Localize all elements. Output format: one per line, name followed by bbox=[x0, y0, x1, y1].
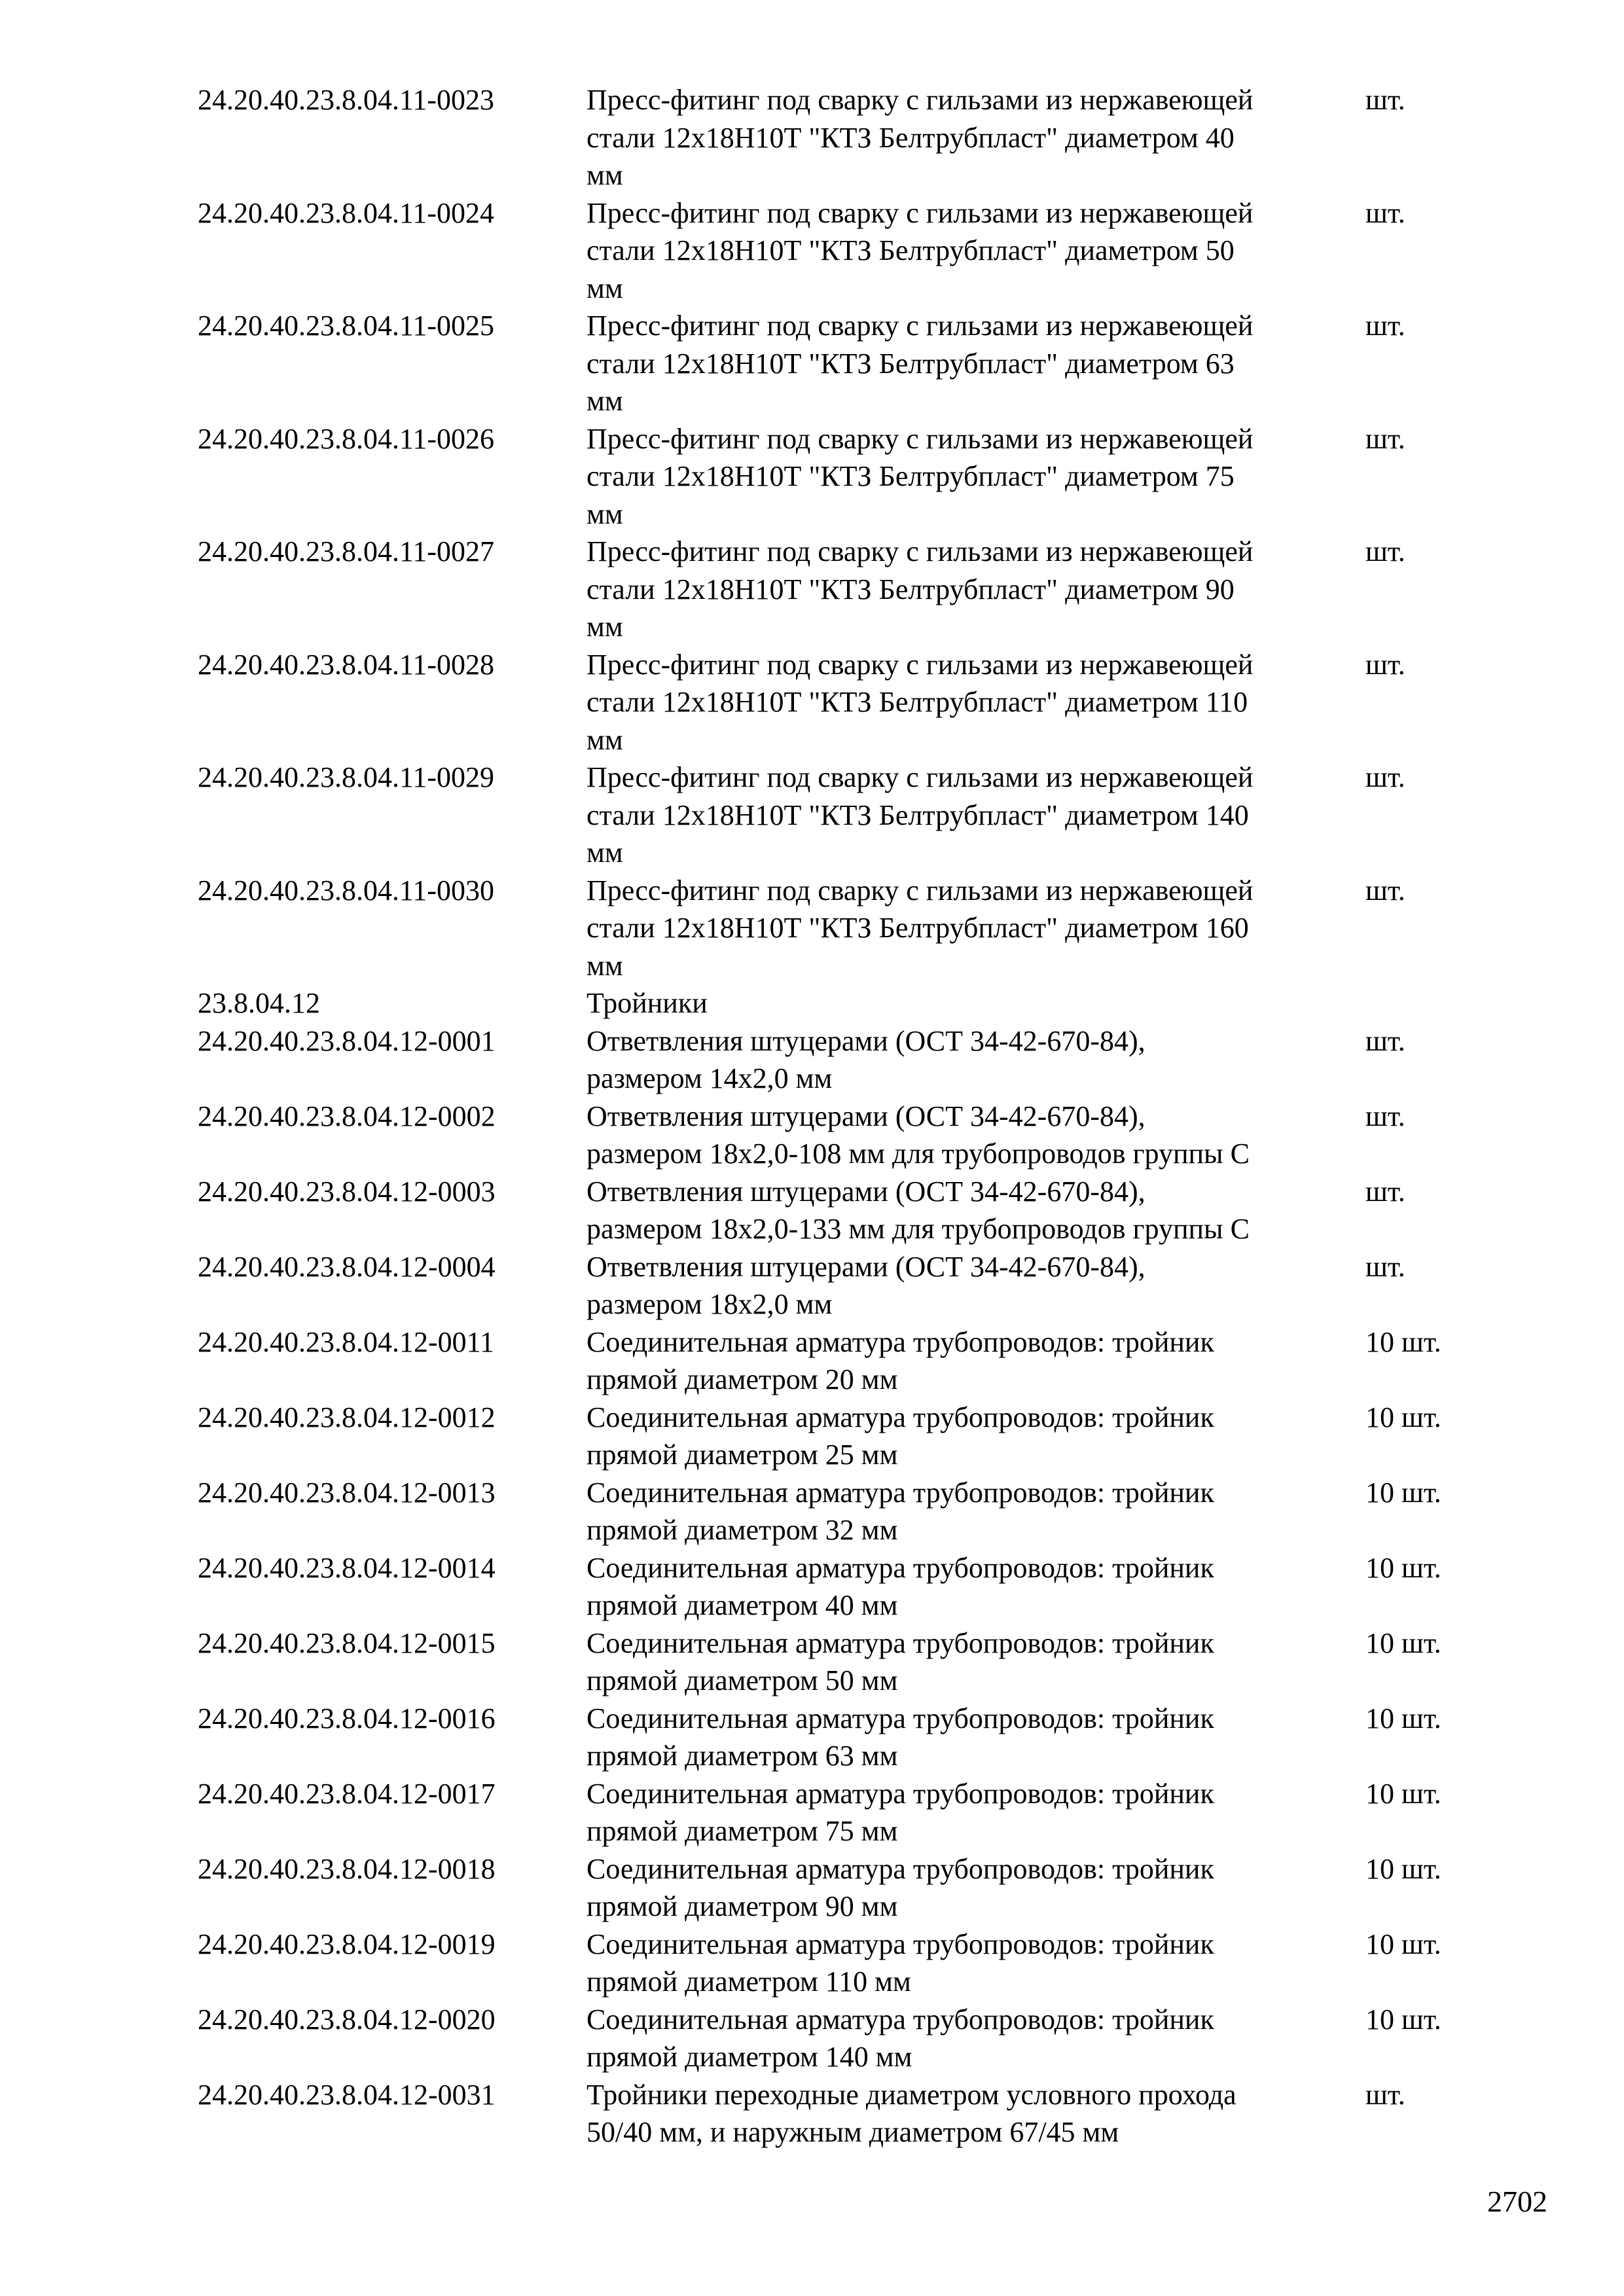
item-unit: 10 шт. bbox=[1365, 1777, 1441, 1810]
item-description: Пресс-фитинг под сварку с гильзами из нержавеющей стали 12х18Н10Т "КТЗ Белтрубпласт" диаметром 75 мм bbox=[586, 422, 1254, 530]
item-code: 24.20.40.23.8.04.12-0001 bbox=[198, 1024, 496, 1057]
item-unit: шт. bbox=[1365, 84, 1405, 116]
item-unit: 10 шт. bbox=[1365, 1702, 1441, 1734]
item-description: Соединительная арматура трубопроводов: тройник прямой диаметром 40 мм bbox=[586, 1551, 1214, 1621]
item-code: 24.20.40.23.8.04.11-0026 bbox=[198, 422, 495, 455]
table-row bbox=[0, 81, 1624, 194]
item-unit: 10 шт. bbox=[1365, 1325, 1441, 1358]
item-description: Тройники bbox=[586, 987, 708, 1019]
item-description: Соединительная арматура трубопроводов: тройник прямой диаметром 20 мм bbox=[586, 1325, 1214, 1395]
table-row bbox=[0, 1700, 1624, 1775]
table-row bbox=[0, 646, 1624, 759]
item-description: Ответвления штуцерами (ОСТ 34-42-670-84), размером 18х2,0-108 мм для трубопроводов группы С bbox=[586, 1100, 1250, 1170]
item-description: Пресс-фитинг под сварку с гильзами из нержавеющей стали 12х18Н10Т "КТЗ Белтрубпласт" диаметром 40 мм bbox=[586, 84, 1254, 191]
item-description: Соединительная арматура трубопроводов: тройник прямой диаметром 110 мм bbox=[586, 1928, 1214, 1998]
item-unit: 10 шт. bbox=[1365, 1626, 1441, 1659]
item-description: Соединительная арматура трубопроводов: тройник прямой диаметром 25 мм bbox=[586, 1401, 1214, 1471]
item-description: Соединительная арматура трубопроводов: тройник прямой диаметром 75 мм bbox=[586, 1777, 1214, 1847]
item-code: 24.20.40.23.8.04.12-0013 bbox=[198, 1476, 496, 1509]
table-row bbox=[0, 1926, 1624, 2001]
item-code: 24.20.40.23.8.04.12-0018 bbox=[198, 1852, 496, 1885]
item-description: Ответвления штуцерами (ОСТ 34-42-670-84), размером 14х2,0 мм bbox=[586, 1024, 1146, 1094]
item-unit: шт. bbox=[1365, 1175, 1405, 1208]
item-description: Пресс-фитинг под сварку с гильзами из нержавеющей стали 12х18Н10Т "КТЗ Белтрубпласт" диаметром 160 мм bbox=[586, 874, 1254, 982]
item-description: Пресс-фитинг под сварку с гильзами из нержавеющей стали 12х18Н10Т "КТЗ Белтрубпласт" диаметром 90 мм bbox=[586, 535, 1254, 643]
item-unit: шт. bbox=[1365, 310, 1405, 342]
item-description: Пресс-фитинг под сварку с гильзами из нержавеющей стали 12х18Н10Т "КТЗ Белтрубпласт" диаметром 50 мм bbox=[586, 196, 1254, 304]
table-row bbox=[0, 1549, 1624, 1624]
table-row bbox=[0, 1624, 1624, 1700]
item-code: 24.20.40.23.8.04.11-0024 bbox=[198, 196, 495, 229]
item-description: Соединительная арматура трубопроводов: тройник прямой диаметром 50 мм bbox=[586, 1626, 1214, 1696]
item-code: 24.20.40.23.8.04.12-0031 bbox=[198, 2078, 496, 2111]
table-row bbox=[0, 420, 1624, 533]
item-description: Пресс-фитинг под сварку с гильзами из нержавеющей стали 12х18Н10Т "КТЗ Белтрубпласт" диаметром 140 мм bbox=[586, 761, 1254, 869]
item-unit: 10 шт. bbox=[1365, 1401, 1441, 1433]
item-description: Ответвления штуцерами (ОСТ 34-42-670-84), размером 18х2,0 мм bbox=[586, 1250, 1146, 1320]
item-code: 24.20.40.23.8.04.12-0015 bbox=[198, 1626, 496, 1659]
price-list-table bbox=[0, 81, 1624, 2151]
item-unit: 10 шт. bbox=[1365, 1852, 1441, 1885]
table-row bbox=[0, 984, 1624, 1022]
item-unit: шт. bbox=[1365, 761, 1405, 793]
table-row bbox=[0, 1098, 1624, 1173]
item-code: 24.20.40.23.8.04.11-0028 bbox=[198, 648, 495, 681]
item-unit: 10 шт. bbox=[1365, 1476, 1441, 1509]
item-code: 24.20.40.23.8.04.12-0017 bbox=[198, 1777, 496, 1810]
item-unit: шт. bbox=[1365, 196, 1405, 229]
table-row bbox=[0, 2076, 1624, 2151]
item-unit: шт. bbox=[1365, 535, 1405, 567]
table-row bbox=[0, 1022, 1624, 1098]
item-code: 24.20.40.23.8.04.12-0014 bbox=[198, 1551, 496, 1584]
item-code: 24.20.40.23.8.04.12-0011 bbox=[198, 1325, 495, 1358]
item-code: 24.20.40.23.8.04.12-0002 bbox=[198, 1100, 496, 1132]
table-row bbox=[0, 759, 1624, 872]
table-row bbox=[0, 1775, 1624, 1850]
item-unit: шт. bbox=[1365, 1250, 1405, 1283]
item-description: Пресс-фитинг под сварку с гильзами из нержавеющей стали 12х18Н10Т "КТЗ Белтрубпласт" диаметром 110 мм bbox=[586, 648, 1254, 756]
item-code: 23.8.04.12 bbox=[198, 987, 320, 1019]
item-unit: шт. bbox=[1365, 1100, 1405, 1132]
item-unit: 10 шт. bbox=[1365, 1928, 1441, 1960]
table-row bbox=[0, 2001, 1624, 2076]
item-description: Соединительная арматура трубопроводов: тройник прямой диаметром 63 мм bbox=[586, 1702, 1214, 1772]
item-description: Ответвления штуцерами (ОСТ 34-42-670-84), размером 18х2,0-133 мм для трубопроводов группы С bbox=[586, 1175, 1250, 1245]
table-row bbox=[0, 307, 1624, 420]
table-row bbox=[0, 194, 1624, 308]
item-code: 24.20.40.23.8.04.12-0003 bbox=[198, 1175, 496, 1208]
table-row bbox=[0, 1323, 1624, 1399]
item-description: Соединительная арматура трубопроводов: тройник прямой диаметром 140 мм bbox=[586, 2003, 1214, 2073]
item-code: 24.20.40.23.8.04.11-0025 bbox=[198, 310, 495, 342]
item-code: 24.20.40.23.8.04.12-0019 bbox=[198, 1928, 496, 1960]
item-code: 24.20.40.23.8.04.12-0016 bbox=[198, 1702, 496, 1734]
table-row bbox=[0, 1248, 1624, 1323]
item-unit: шт. bbox=[1365, 422, 1405, 455]
item-unit: 10 шт. bbox=[1365, 1551, 1441, 1584]
item-description: Пресс-фитинг под сварку с гильзами из нержавеющей стали 12х18Н10Т "КТЗ Белтрубпласт" диаметром 63 мм bbox=[586, 310, 1254, 417]
item-code: 24.20.40.23.8.04.11-0030 bbox=[198, 874, 495, 906]
item-description: Соединительная арматура трубопроводов: тройник прямой диаметром 32 мм bbox=[586, 1476, 1214, 1546]
item-code: 24.20.40.23.8.04.12-0004 bbox=[198, 1250, 496, 1283]
item-code: 24.20.40.23.8.04.11-0027 bbox=[198, 535, 495, 567]
item-code: 24.20.40.23.8.04.11-0023 bbox=[198, 84, 495, 116]
item-description: Тройники переходные диаметром условного прохода 50/40 мм, и наружным диаметром 67/45 мм bbox=[586, 2078, 1236, 2148]
item-code: 24.20.40.23.8.04.12-0012 bbox=[198, 1401, 496, 1433]
item-code: 24.20.40.23.8.04.12-0020 bbox=[198, 2003, 496, 2036]
table-row bbox=[0, 533, 1624, 646]
item-unit: шт. bbox=[1365, 648, 1405, 681]
table-row bbox=[0, 872, 1624, 985]
table-row bbox=[0, 1850, 1624, 1926]
item-unit: шт. bbox=[1365, 874, 1405, 906]
page-number: 2702 bbox=[1487, 2185, 1547, 2218]
item-code: 24.20.40.23.8.04.11-0029 bbox=[198, 761, 495, 793]
table-row bbox=[0, 1399, 1624, 1474]
table-row bbox=[0, 1474, 1624, 1549]
item-unit: 10 шт. bbox=[1365, 2003, 1441, 2036]
table-row bbox=[0, 1173, 1624, 1248]
item-description: Соединительная арматура трубопроводов: тройник прямой диаметром 90 мм bbox=[586, 1852, 1214, 1922]
item-unit: шт. bbox=[1365, 1024, 1405, 1057]
item-unit: шт. bbox=[1365, 2078, 1405, 2111]
